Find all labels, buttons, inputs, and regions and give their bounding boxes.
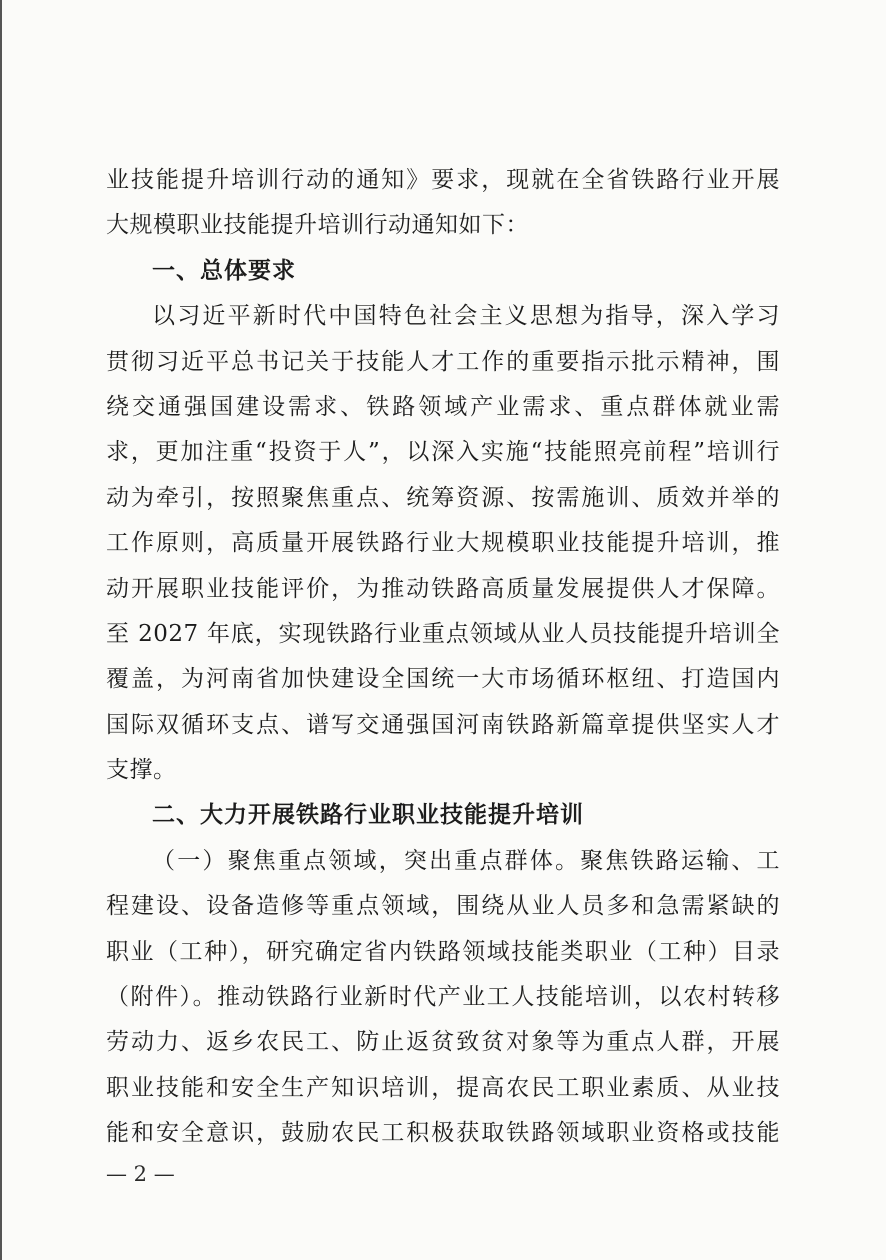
body-line: 职业（工种），研究确定省内铁路领域技能类职业（工种）目录	[106, 938, 780, 965]
body-line: 能和安全意识，鼓励农民工积极获取铁路领域职业资格或技能	[106, 1120, 780, 1147]
body-line: 劳动力、返乡农民工、防止返贫致贫对象等为重点人群，开展	[106, 1029, 780, 1056]
body-line: 业技能提升培训行动的通知》要求，现就在全省铁路行业开展	[106, 167, 780, 193]
body-line: 动开展职业技能评价，为推动铁路高质量发展提供人才保障。	[106, 575, 780, 602]
body-line: 职业技能和安全生产知识培训，提高农民工职业素质、从业技	[106, 1074, 780, 1101]
body-line: （一）聚焦重点领域，突出重点群体。聚焦铁路运输、工	[152, 847, 780, 874]
body-line: 程建设、设备造修等重点领域，围绕从业人员多和急需紧缺的	[106, 893, 780, 920]
page-left-edge	[0, 0, 2, 1260]
page-number: — 2 —	[106, 1162, 175, 1186]
body-line: 贯彻习近平总书记关于技能人才工作的重要指示批示精神，围	[106, 348, 780, 375]
body-line: （附件）。推动铁路行业新时代产业工人技能培训，以农村转移	[106, 984, 780, 1011]
body-line: 覆盖，为河南省加快建设全国统一大市场循环枢纽、打造国内	[106, 666, 780, 693]
body-line: 以习近平新时代中国特色社会主义思想为指导，深入学习	[152, 303, 780, 330]
body-line: 国际双循环支点、谱写交通强国河南铁路新篇章提供坚实人才	[106, 711, 780, 738]
body-line: 绕交通强国建设需求、铁路领域产业需求、重点群体就业需	[106, 393, 780, 420]
section-heading: 一、总体要求	[152, 257, 296, 284]
body-line: 至 2027 年底，实现铁路行业重点领域从业人员技能提升培训全	[106, 620, 780, 647]
body-line: 动为牵引，按照聚焦重点、统筹资源、按需施训、质效并举的	[106, 484, 780, 511]
body-line: 工作原则，高质量开展铁路行业大规模职业技能提升培训，推	[106, 530, 780, 557]
section-heading: 二、大力开展铁路行业职业技能提升培训	[152, 802, 584, 829]
body-line: 支撑。	[106, 757, 177, 784]
body-line: 求，更加注重“投资于人”，以深入实施“技能照亮前程”培训行	[106, 439, 780, 466]
document-body	[106, 158, 780, 1157]
body-line: 大规模职业技能提升培训行动通知如下：	[106, 212, 529, 239]
